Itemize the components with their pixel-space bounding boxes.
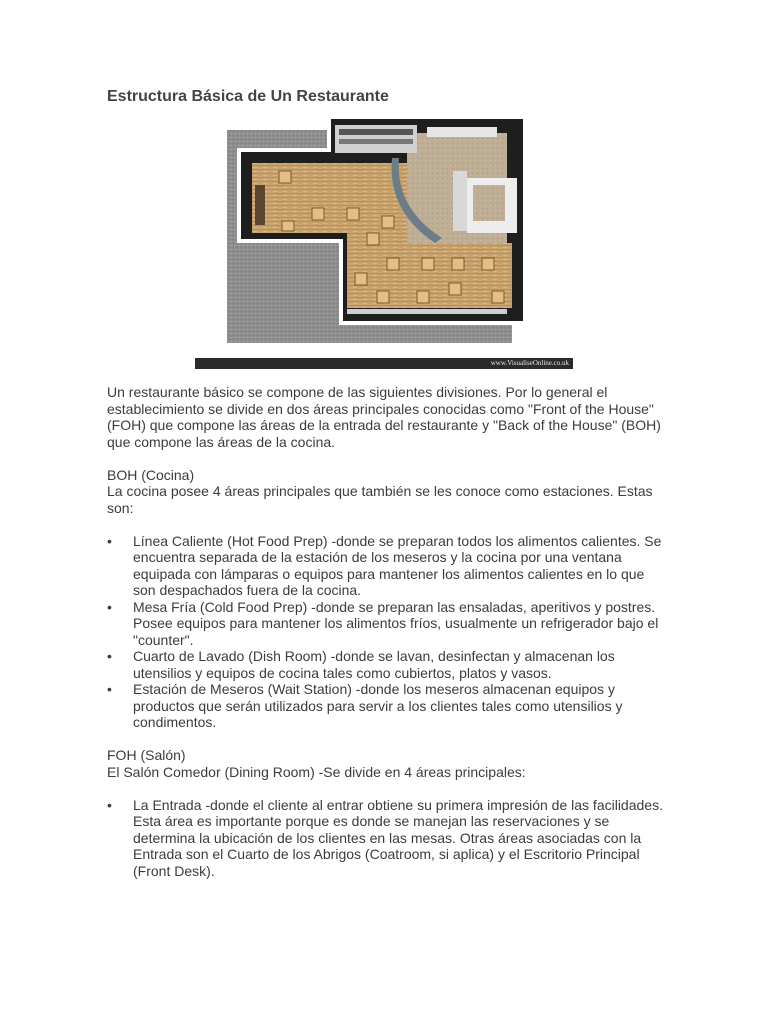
page-title: Estructura Básica de Un Restaurante bbox=[107, 88, 389, 105]
restaurant-floor-plan-image bbox=[227, 113, 527, 345]
list-item: • Cuarto de Lavado (Dish Room) -donde se lavan, desinfectan y almacenan los utensilios y equipos de cocina tales como cubiertos, platos y vasos. bbox=[107, 648, 667, 681]
image-credit: www.VisualiseOnline.co.uk bbox=[195, 358, 573, 369]
boh-list bbox=[107, 533, 667, 731]
floor-plan-figure bbox=[195, 113, 573, 371]
boh-intro: La cocina posee 4 áreas principales que también se les conoce como estaciones. Estas son: bbox=[107, 483, 653, 516]
article-body bbox=[107, 384, 667, 879]
list-item: • La Entrada -donde el cliente al entrar obtiene su primera impresión de las facilidades. Esta área es importante porque es donde se manejan las reservaciones y se determina la ubicación de los clientes en las mesas. Otras áreas asociadas con la Entrada son el Cuarto de los Abrigos (Coatroom, si aplica) y el Escritorio Principal (Front Desk). bbox=[107, 797, 667, 880]
foh-heading: FOH (Salón) bbox=[107, 747, 186, 763]
boh-heading: BOH (Cocina) bbox=[107, 466, 195, 483]
list-item: • Estación de Meseros (Wait Station) -donde los meseros almacenan equipos y productos que serán utilizados para servir a los clientes tales como utensilios y condimentos. bbox=[107, 681, 667, 731]
foh-intro: El Salón Comedor (Dining Room) -Se divide en 4 áreas principales: bbox=[107, 763, 526, 780]
intro-paragraph: Un restaurante básico se compone de las siguientes divisiones. Por lo general el establecimiento se divide en dos áreas principales conocidas como "Front of the House" (FOH) que compone las áreas de la entrada del restaurante y "Back of the House" (BOH) que compone las áreas de la cocina. bbox=[107, 384, 661, 450]
list-item: • Línea Caliente (Hot Food Prep) -donde se preparan todos los alimentos calientes. Se encuentra separada de la estación de los meseros y la cocina por una ventana equipada con lámparas o equipos para mantener los alimentos calientes en lo que son despachados fuera de la cocina. bbox=[107, 533, 667, 599]
foh-list bbox=[107, 797, 667, 880]
list-item: • Mesa Fría (Cold Food Prep) -donde se preparan las ensaladas, aperitivos y postres. Posee equipos para mantener los alimentos fríos, usualmente un refrigerador bajo el "counter". bbox=[107, 599, 667, 649]
